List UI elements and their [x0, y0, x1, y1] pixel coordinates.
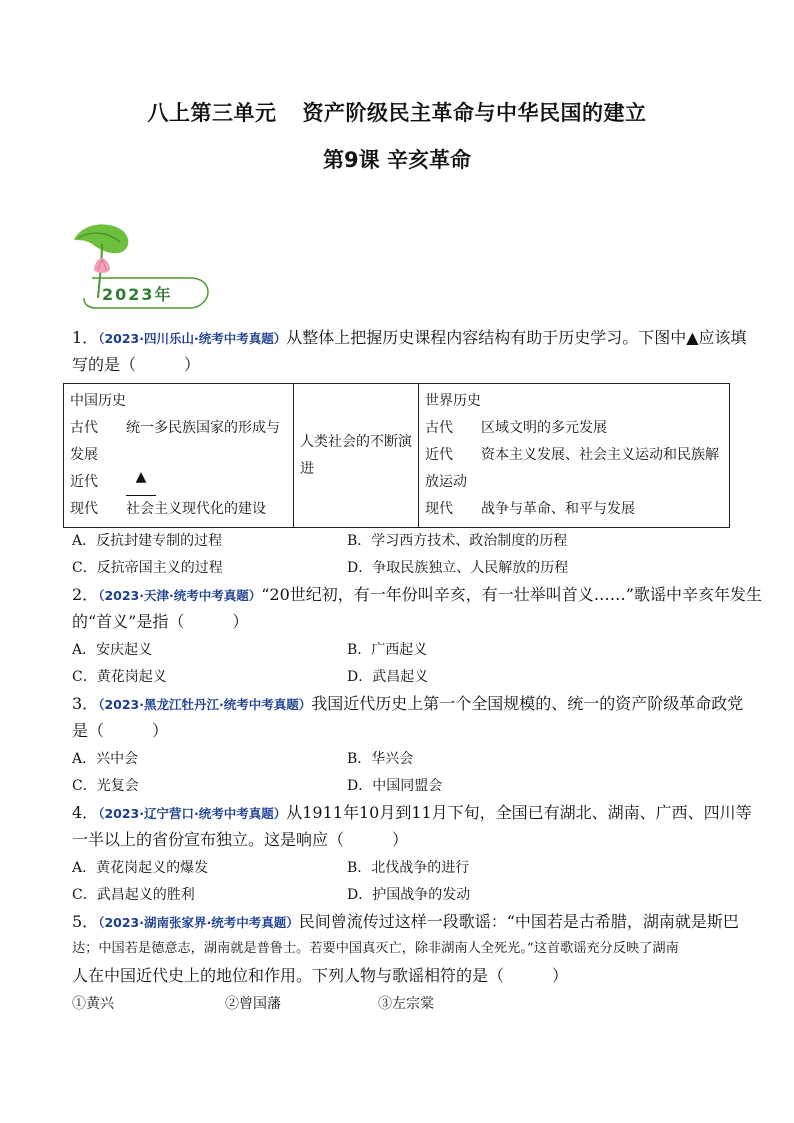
period-label: 近代: [70, 474, 98, 490]
world-history-header: 世界历史: [425, 393, 481, 409]
period-text: 资本主义发展、社会主义运动和民族解: [481, 447, 719, 463]
question-source: （2023·辽宁营口·统考中考真题）: [98, 806, 287, 821]
period-text: 统一多民族国家的形成与: [126, 420, 280, 436]
option-c[interactable]: C．武昌起义的胜利: [72, 887, 195, 903]
question-2-line-2: 的“首义”是指（ ）: [72, 612, 249, 631]
option-d[interactable]: D．争取民族独立、人民解放的历程: [347, 560, 569, 576]
option-c[interactable]: C．黄花岗起义: [72, 669, 167, 685]
china-history-header: 中国历史: [70, 393, 126, 409]
option-b[interactable]: B．华兴会: [347, 751, 414, 767]
question-number: 3．: [72, 694, 99, 713]
unit-title-part-b: 资产阶级民主革命与中华民国的建立: [302, 101, 647, 125]
option-a[interactable]: A．黄花岗起义的爆发: [72, 860, 209, 876]
question-5-line-1: [72, 912, 739, 933]
period-label: 古代: [425, 420, 453, 436]
period-label: 古代: [70, 420, 98, 436]
period-label: 放运动: [425, 474, 467, 490]
item-3: ③左宗棠: [378, 996, 434, 1012]
option-b[interactable]: B．广西起义: [347, 642, 428, 658]
option-d[interactable]: D．武昌起义: [347, 669, 429, 685]
question-source: （2023·湖南张家界·统考中考真题）: [98, 915, 299, 930]
period-label: 发展: [70, 447, 98, 463]
question-5-line-2: 达；中国若是德意志，湖南就是普鲁士。若要中国真灭亡，除非湖南人全死光。”这首歌谣充分反映了湖南: [72, 941, 679, 956]
option-c[interactable]: C．光复会: [72, 778, 139, 794]
question-1-line-1: [72, 328, 747, 349]
unit-title: [0, 97, 794, 127]
question-3-line-2: 是（ ）: [72, 721, 169, 740]
table-row: [425, 442, 723, 469]
question-source: （2023·黑龙江牡丹江·统考中考真题）: [98, 697, 312, 712]
table-row: [70, 442, 287, 469]
option-a[interactable]: A．反抗封建专制的过程: [72, 533, 223, 549]
question-4-line-2: 一半以上的省份宣布独立。这是响应（ ）: [72, 830, 409, 849]
period-label: 现代: [425, 501, 453, 517]
table-row: [70, 469, 287, 496]
question-text: 民间曾流传过这样一段歌谣：“中国若是古希腊，湖南就是斯巴: [298, 912, 739, 931]
question-text: 从1911年10月到11月下旬，全国已有湖北、湖南、广西、四川等: [286, 803, 752, 822]
year-label: 2023年: [102, 285, 173, 304]
china-history-cell: [64, 384, 294, 528]
question-4-line-1: [72, 803, 752, 824]
table-row: [425, 469, 723, 496]
year-badge: [72, 220, 212, 315]
period-label: 近代: [425, 447, 453, 463]
question-2-line-1: [72, 585, 762, 606]
table-row: [425, 415, 723, 442]
question-number: 5．: [72, 912, 99, 931]
option-d[interactable]: D．护国战争的发动: [347, 887, 471, 903]
question-number: 2．: [72, 585, 99, 604]
question-source: （2023·四川乐山·统考中考真题）: [98, 331, 287, 346]
world-history-cell: [419, 384, 730, 528]
option-d[interactable]: D．中国同盟会: [347, 778, 443, 794]
table-row: [70, 415, 287, 442]
period-text: 区域文明的多元发展: [481, 420, 607, 436]
period-text: 社会主义现代化的建设: [126, 501, 266, 517]
question-5-line-3: 人在中国近代史上的地位和作用。下列人物与歌谣相符的是（ ）: [72, 966, 569, 985]
lesson-title: 第9课 辛亥革命: [323, 148, 471, 172]
course-structure-table: [63, 383, 730, 528]
table-row: [70, 496, 287, 523]
question-3-line-1: [72, 694, 744, 715]
option-b[interactable]: B．北伐战争的进行: [347, 860, 470, 876]
option-c[interactable]: C．反抗帝国主义的过程: [72, 560, 223, 576]
table-row: [425, 496, 723, 523]
option-b[interactable]: B．学习西方技术、政治制度的历程: [347, 533, 568, 549]
period-text: 战争与革命、和平与发展: [481, 501, 635, 517]
question-number: 1．: [72, 328, 99, 347]
question-text: 从整体上把握历史课程内容结构有助于历史学习。下图中▲应该填: [286, 328, 747, 347]
option-a[interactable]: A．安庆起义: [72, 642, 153, 658]
triangle-blank: ▲: [126, 469, 156, 496]
unit-title-part-a: 八上第三单元: [147, 101, 277, 125]
question-text: “20世纪初，有一年份叫辛亥，有一壮举叫首义……”歌谣中辛亥年发生: [261, 585, 762, 604]
option-a[interactable]: A．兴中会: [72, 751, 139, 767]
item-2: ②曾国藩: [225, 996, 281, 1012]
middle-cell: 人类社会的不断演进: [294, 384, 419, 528]
question-number: 4．: [72, 803, 99, 822]
period-label: 现代: [70, 501, 98, 517]
question-text: 我国近代历史上第一个全国规模的、统一的资产阶级革命政党: [311, 694, 744, 713]
question-1-line-2: 写的是（ ）: [72, 355, 201, 374]
question-source: （2023·天津·统考中考真题）: [98, 588, 262, 603]
item-1: ①黄兴: [72, 996, 114, 1012]
